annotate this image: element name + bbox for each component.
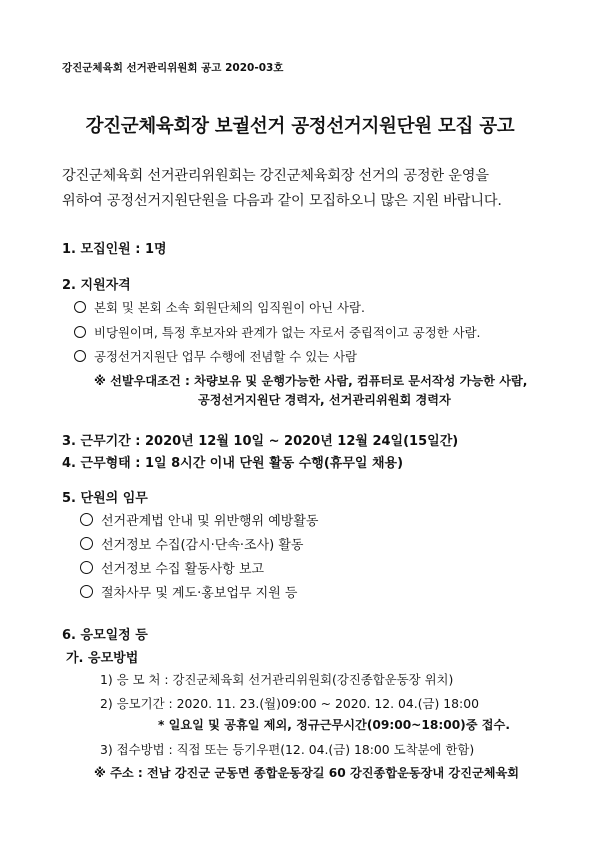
list-item: 본회 및 본회 소속 회원단체의 임직원이 아닌 사람. — [74, 298, 365, 316]
section-qualifications: 2. 지원자격 — [62, 278, 131, 293]
circle-bullet-icon — [74, 301, 86, 313]
circle-bullet-icon — [74, 326, 86, 338]
page-title: 강진군체육회장 보궐선거 공정선거지원단원 모집 공고 — [85, 116, 515, 137]
application-period-note: * 일요일 및 공휴일 제외, 정규근무시간(09:00~18:00)중 접수. — [158, 718, 510, 732]
notice-reference: 강진군체육회 선거관리위원회 공고 2020-03호 — [62, 62, 284, 74]
section-schedule: 6. 응모일정 등 — [62, 628, 148, 643]
list-item: 선거정보 수집(감시·단속·조사) 활동 — [80, 534, 304, 553]
circle-bullet-icon — [80, 585, 93, 598]
preference-note-line-2: 공정선거지원단 경력자, 선거관리위원회 경력자 — [198, 393, 451, 407]
address-note: ※ 주소 : 전남 강진군 군동면 종합운동장길 60 강진종합운동장내 강진군체육회 — [94, 766, 520, 780]
application-period: 2) 응모기간 : 2020. 11. 23.(월)09:00 ~ 2020. 12. 04.(금) 18:00 — [100, 696, 479, 711]
intro-line-2: 위하여 공정선거지원단원을 다음과 같이 모집하오니 많은 지원 바랍니다. — [62, 193, 502, 209]
section-work-period: 3. 근무기간 : 2020년 12월 10일 ~ 2020년 12월 24일(15일간) — [62, 434, 459, 449]
section-recruit-count: 1. 모집인원 : 1명 — [62, 242, 167, 257]
list-item: 비당원이며, 특정 후보자와 관계가 없는 자로서 중립적이고 공정한 사람. — [74, 323, 481, 341]
circle-bullet-icon — [80, 561, 93, 574]
section-work-type: 4. 근무형태 : 1일 8시간 이내 단원 활동 수행(휴무일 채용) — [62, 456, 404, 471]
list-item: 선거정보 수집 활동사항 보고 — [80, 558, 264, 577]
intro-line-1: 강진군체육회 선거관리위원회는 강진군체육회장 선거의 공정한 운영을 — [62, 168, 489, 184]
application-place: 1) 응 모 처 : 강진군체육회 선거관리위원회(강진종합운동장 위치) — [100, 672, 454, 687]
list-item: 공정선거지원단 업무 수행에 전념할 수 있는 사람 — [74, 347, 357, 365]
circle-bullet-icon — [80, 537, 93, 550]
list-item: 절차사무 및 계도·홍보업무 지원 등 — [80, 582, 297, 601]
section-duties: 5. 단원의 임무 — [62, 491, 148, 506]
preference-note-line-1: ※ 선발우대조건 : 차량보유 및 운행가능한 사람, 컴퓨터로 문서작성 가능한 사람, — [94, 374, 528, 388]
subsection-application-method: 가. 응모방법 — [66, 651, 139, 666]
application-method: 3) 접수방법 : 직접 또는 등기우편(12. 04.(금) 18:00 도착분에 한함) — [100, 742, 475, 757]
circle-bullet-icon — [74, 350, 86, 362]
list-item: 선거관계법 안내 및 위반행위 예방활동 — [80, 510, 318, 529]
circle-bullet-icon — [80, 513, 93, 526]
